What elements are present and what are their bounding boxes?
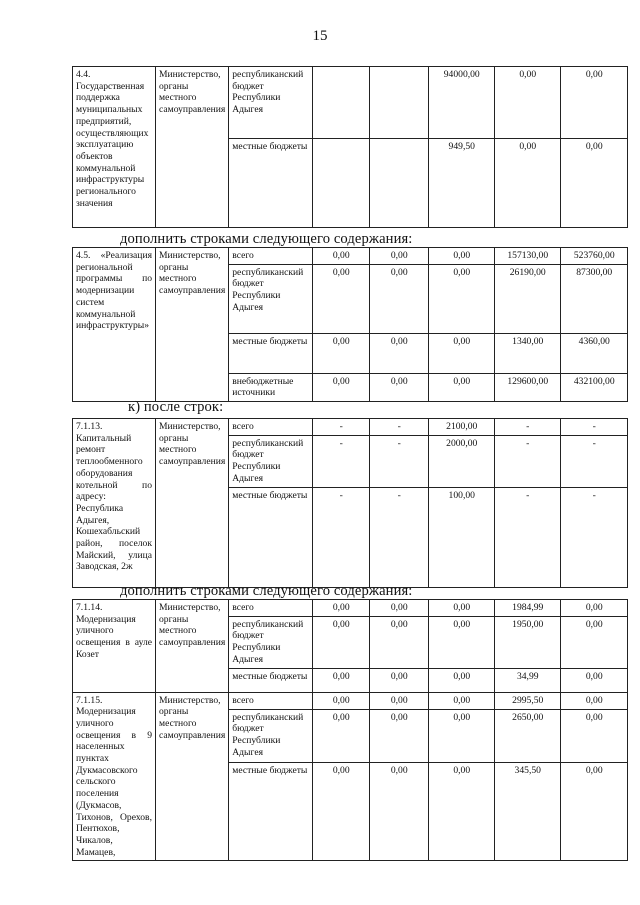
funding-source-cell: местные бюджеты <box>229 668 313 692</box>
value-cell: 0,00 <box>313 692 370 709</box>
value-cell: 0,00 <box>561 600 628 617</box>
value-cell: 0,00 <box>313 600 370 617</box>
amendment-caption: дополнить строками следующего содержания: <box>120 231 413 247</box>
value-cell: 0,00 <box>561 67 628 139</box>
funding-source-cell: республиканский бюджет Республики Адыгея <box>229 67 313 139</box>
value-cell: 0,00 <box>370 762 429 861</box>
table-row <box>73 419 628 436</box>
value-cell: 2995,50 <box>495 692 561 709</box>
value-cell: 0,00 <box>561 616 628 668</box>
value-cell: 0,00 <box>370 616 429 668</box>
value-cell: 523760,00 <box>561 248 628 265</box>
value-cell: 0,00 <box>313 248 370 265</box>
value-cell: 1984,99 <box>495 600 561 617</box>
funding-source-cell: всего <box>229 600 313 617</box>
value-cell: 157130,00 <box>495 248 561 265</box>
value-cell: 0,00 <box>370 248 429 265</box>
measure-cell: 7.1.13. Капитальный ремонт теплообменного оборудования котельной по адресу: Республика Адыгея, Кошехабльский район, поселок Майский, улица Заводская, 2ж <box>73 419 156 588</box>
funding-source-cell: всего <box>229 248 313 265</box>
value-cell: 0,00 <box>429 762 495 861</box>
value-cell: - <box>561 487 628 587</box>
budget-table-7-1-14-15 <box>72 599 628 861</box>
budget-table-4-4 <box>72 66 628 228</box>
value-cell: 0,00 <box>429 333 495 373</box>
value-cell: 0,00 <box>561 709 628 762</box>
page-number: 15 <box>312 28 328 44</box>
funding-source-cell: всего <box>229 419 313 436</box>
value-cell: 0,00 <box>429 709 495 762</box>
value-cell: 0,00 <box>429 264 495 333</box>
funding-source-cell: республиканский бюджет Республики Адыгея <box>229 264 313 333</box>
measure-cell: 7.1.14. Модернизация уличного освещения в ауле Козет <box>73 600 156 693</box>
table-row <box>73 67 628 139</box>
value-cell: 129600,00 <box>495 373 561 401</box>
value-cell: 0,00 <box>429 248 495 265</box>
funding-source-cell: местные бюджеты <box>229 487 313 587</box>
value-cell: - <box>370 435 429 487</box>
funding-source-cell: всего <box>229 692 313 709</box>
value-cell: 4360,00 <box>561 333 628 373</box>
value-cell: - <box>370 487 429 587</box>
value-cell: 0,00 <box>370 668 429 692</box>
value-cell: 0,00 <box>313 668 370 692</box>
value-cell: 0,00 <box>370 600 429 617</box>
executor-cell: Министерство, органы местного самоуправления <box>156 67 229 228</box>
funding-source-cell: внебюджетные источники <box>229 373 313 401</box>
value-cell: 0,00 <box>429 616 495 668</box>
executor-cell: Министерство, органы местного самоуправления <box>156 248 229 402</box>
value-cell: 0,00 <box>561 762 628 861</box>
value-cell: 0,00 <box>495 67 561 139</box>
value-cell: 0,00 <box>370 333 429 373</box>
value-cell: 2650,00 <box>495 709 561 762</box>
measure-cell: 4.5. «Реализация региональной программы по модернизации систем коммунальной инфраструктуры» <box>73 248 156 402</box>
value-cell <box>313 67 370 139</box>
executor-cell: Министерство, органы местного самоуправления <box>156 419 229 588</box>
value-cell: 100,00 <box>429 487 495 587</box>
value-cell: 432100,00 <box>561 373 628 401</box>
value-cell: 0,00 <box>429 668 495 692</box>
value-cell: 0,00 <box>495 139 561 228</box>
amendment-caption: к) после строк: <box>128 399 224 415</box>
value-cell: - <box>495 487 561 587</box>
executor-cell: Министерство, органы местного самоуправления <box>156 692 229 861</box>
measure-cell: 4.4. Государственная поддержка муниципальных предприятий, осуществляющих эксплуатацию объектов коммунальной инфраструктуры регионального значения <box>73 67 156 228</box>
value-cell: 0,00 <box>429 600 495 617</box>
value-cell: 0,00 <box>313 264 370 333</box>
funding-source-cell: местные бюджеты <box>229 762 313 861</box>
value-cell: 0,00 <box>561 668 628 692</box>
table-row <box>73 248 628 265</box>
value-cell: 0,00 <box>313 709 370 762</box>
value-cell: - <box>313 435 370 487</box>
value-cell: 0,00 <box>561 139 628 228</box>
table-row <box>73 692 628 709</box>
value-cell: 0,00 <box>429 692 495 709</box>
value-cell: 87300,00 <box>561 264 628 333</box>
table-row <box>73 600 628 617</box>
value-cell: 0,00 <box>429 373 495 401</box>
value-cell: 0,00 <box>370 373 429 401</box>
value-cell: - <box>313 419 370 436</box>
value-cell: 0,00 <box>313 616 370 668</box>
value-cell: 0,00 <box>370 709 429 762</box>
value-cell: 0,00 <box>561 692 628 709</box>
value-cell: - <box>313 487 370 587</box>
value-cell: 1340,00 <box>495 333 561 373</box>
value-cell: - <box>495 419 561 436</box>
value-cell: 0,00 <box>313 373 370 401</box>
value-cell: 0,00 <box>370 264 429 333</box>
value-cell: 26190,00 <box>495 264 561 333</box>
value-cell: - <box>561 419 628 436</box>
budget-table-4-5 <box>72 247 628 402</box>
value-cell: 2100,00 <box>429 419 495 436</box>
value-cell <box>370 67 429 139</box>
value-cell: 1950,00 <box>495 616 561 668</box>
value-cell <box>370 139 429 228</box>
funding-source-cell: республиканский бюджет Республики Адыгея <box>229 435 313 487</box>
value-cell: 94000,00 <box>429 67 495 139</box>
value-cell: 345,50 <box>495 762 561 861</box>
value-cell <box>313 139 370 228</box>
value-cell: 949,50 <box>429 139 495 228</box>
funding-source-cell: местные бюджеты <box>229 139 313 228</box>
value-cell: 0,00 <box>370 692 429 709</box>
measure-cell: 7.1.15. Модернизация уличного освещения в 9 населенных пунктах Дукмасовского сельского поселения (Дукмасов, Тихонов, Орехов, Пентюхов, Чикалов, Мамацев, <box>73 692 156 861</box>
value-cell: 34,99 <box>495 668 561 692</box>
executor-cell: Министерство, органы местного самоуправления <box>156 600 229 693</box>
value-cell: 0,00 <box>313 762 370 861</box>
value-cell: 2000,00 <box>429 435 495 487</box>
value-cell: - <box>561 435 628 487</box>
value-cell: - <box>495 435 561 487</box>
funding-source-cell: местные бюджеты <box>229 333 313 373</box>
amendment-caption: дополнить строками следующего содержания: <box>120 583 413 599</box>
funding-source-cell: республиканский бюджет Республики Адыгея <box>229 709 313 762</box>
funding-source-cell: республиканский бюджет Республики Адыгея <box>229 616 313 668</box>
value-cell: 0,00 <box>313 333 370 373</box>
value-cell: - <box>370 419 429 436</box>
budget-table-7-1-13 <box>72 418 628 588</box>
